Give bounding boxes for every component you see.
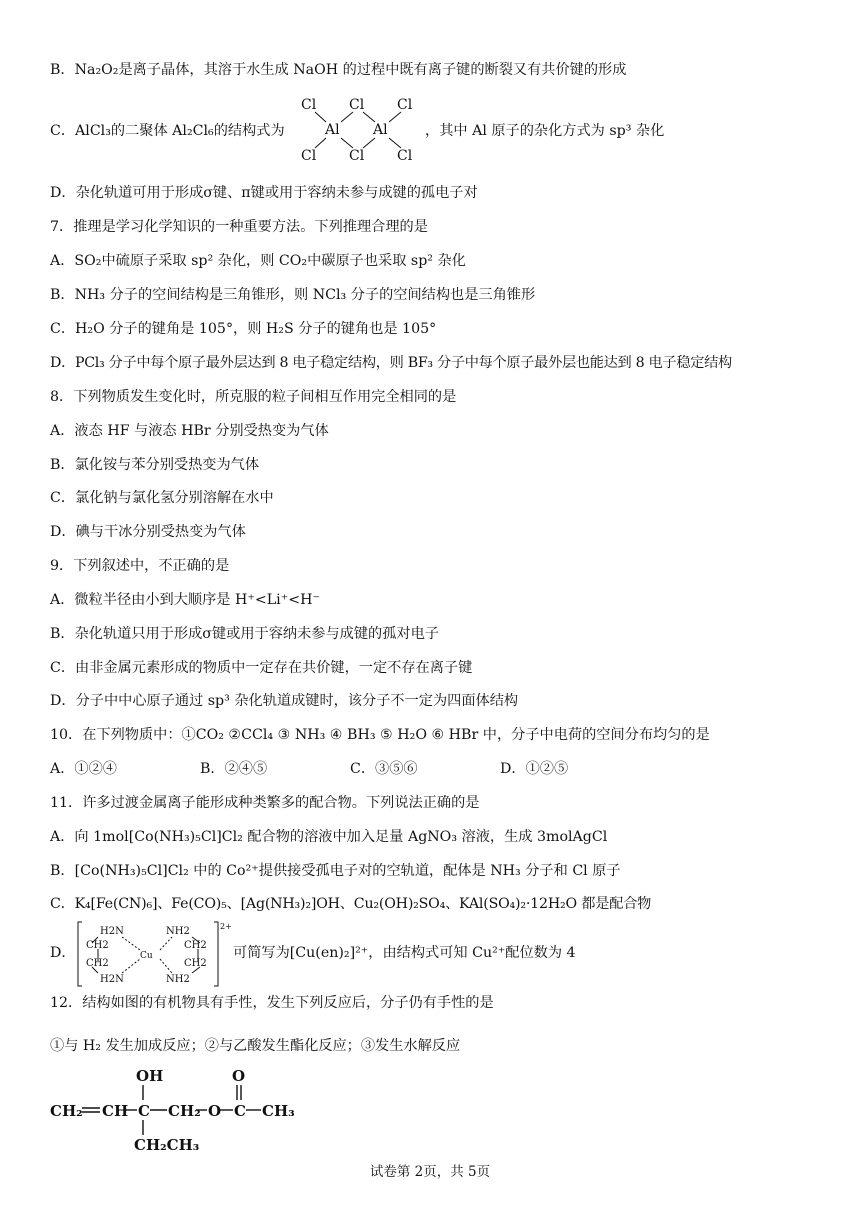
cu-en-nh2-top: NH2: [166, 926, 190, 937]
q7-option-b: B．NH₃ 分子的空间结构是三角锥形，则 NCl₃ 分子的空间结构也是三角锥形: [50, 287, 536, 303]
cu-en-ch2-tl: CH2: [86, 940, 109, 951]
q9-option-b: B．杂化轨道只用于形成σ键或用于容纳未参与成键的孤对电子: [50, 626, 439, 642]
al2cl6-cl-br: Cl: [397, 148, 413, 164]
mol-o-mid: O: [208, 1102, 222, 1120]
mol-ch: CH: [102, 1102, 129, 1120]
mol-ch2-mid: CH₂: [168, 1102, 201, 1120]
q6-option-d: D．杂化轨道可用于形成σ键、π键或用于容纳未参与成键的孤电子对: [50, 185, 478, 201]
q9-option-d: D．分子中中心原子通过 sp³ 杂化轨道成键时，该分子不一定为四面体结构: [50, 693, 519, 709]
q12-sub: ①与 H₂ 发生加成反应；②与乙酸发生酯化反应；③发生水解反应: [50, 1038, 461, 1054]
q8-option-d: D．碘与干冰分别受热变为气体: [50, 524, 246, 540]
q7-option-a: A．SO₂中硫原子采取 sp² 杂化，则 CO₂中碳原子也采取 sp² 杂化: [50, 253, 466, 269]
al2cl6-structure: [293, 92, 423, 166]
q9-option-a: A．微粒半径由小到大顺序是 H⁺<Li⁺<H⁻: [50, 592, 320, 608]
mol-ch3: CH₃: [262, 1102, 295, 1120]
al2cl6-cl-tl: Cl: [301, 97, 317, 113]
al2cl6-al-right: Al: [373, 122, 388, 138]
q10-option-b: B．②④⑤: [200, 761, 268, 777]
q10-option-c: C．③⑤⑥: [350, 761, 418, 777]
q10-option-d: D．①②⑤: [500, 761, 569, 777]
q8-stem: 8．下列物质发生变化时，所克服的粒子间相互作用完全相同的是: [50, 389, 457, 405]
q10-stem: 10．在下列物质中：①CO₂ ②CCl₄ ③ NH₃ ④ BH₃ ⑤ H₂O ⑥ HBr 中，分子中电荷的空间分布均匀的是: [50, 727, 710, 743]
q7-option-c: C．H₂O 分子的键角是 105°，则 H₂S 分子的键角也是 105°: [50, 321, 437, 337]
cu-en-h2n-bottom: H2N: [100, 974, 124, 985]
q6-option-b: B．Na₂O₂是离子晶体，其溶于水生成 NaOH 的过程中既有离子键的断裂又有共价键的形成: [50, 62, 627, 78]
al2cl6-al-left: Al: [325, 122, 340, 138]
q7-option-d: D．PCl₃ 分子中每个原子最外层达到 8 电子稳定结构，则 BF₃ 分子中每个原子最外层也能达到 8 电子稳定结构: [50, 355, 732, 371]
q10-options: [50, 759, 840, 779]
q11-stem: 11．许多过渡金属离子能形成种类繁多的配合物。下列说法正确的是: [50, 795, 480, 811]
q10-option-a: A．①②④: [50, 761, 117, 777]
cu-en-ch2-tr: CH2: [184, 940, 207, 951]
mol-c1: C: [138, 1102, 150, 1120]
cu-en-charge: 2+: [220, 922, 232, 931]
mol-ch2-start: CH₂: [50, 1102, 83, 1120]
cu-en-nh2-bottom: NH2: [166, 974, 190, 985]
q9-stem: 9．下列叙述中，不正确的是: [50, 558, 230, 574]
q11-option-d-text: 可简写为[Cu(en)₂]²⁺，由结构式可知 Cu²⁺配位数为 4: [233, 945, 576, 961]
q11-option-d-label: D．: [50, 945, 76, 961]
q6-option-c-text-before: C．AlCl₃的二聚体 Al₂Cl₆的结构式为: [50, 123, 285, 139]
q11-option-b: B．[Co(NH₃)₅Cl]Cl₂ 中的 Co²⁺提供接受孤电子对的空轨道，配体是 NH₃ 分子和 Cl 原子: [50, 863, 621, 879]
organic-molecule-structure: [48, 1064, 308, 1156]
cu-en-h2n-top: H2N: [100, 926, 124, 937]
q7-stem: 7．推理是学习化学知识的一种重要方法。下列推理合理的是: [50, 219, 428, 235]
q8-option-c: C．氯化钠与氯化氢分别溶解在水中: [50, 490, 274, 506]
cu-en-complex-structure: [76, 919, 232, 989]
mol-c2: C: [234, 1102, 246, 1120]
mol-o-top: O: [232, 1067, 246, 1085]
cu-en-ch2-br: CH2: [184, 958, 207, 969]
q8-option-b: B．氯化铵与苯分别受热变为气体: [50, 457, 260, 473]
q12-stem: 12．结构如图的有机物具有手性，发生下列反应后，分子仍有手性的是: [50, 995, 494, 1011]
cu-en-ch2-bl: CH2: [86, 958, 109, 969]
q8-option-a: A．液态 HF 与液态 HBr 分别受热变为气体: [50, 423, 329, 439]
q9-option-c: C．由非金属元素形成的物质中一定存在共价键，一定不存在离子键: [50, 660, 473, 676]
mol-oh: OH: [136, 1067, 164, 1085]
mol-ethyl: CH₂CH₃: [134, 1136, 200, 1154]
page-footer: 试卷第 2页，共 5页: [369, 1164, 491, 1180]
q11-option-a: A．向 1mol[Co(NH₃)₅Cl]Cl₂ 配合物的溶液中加入足量 AgNO₃ 溶液，生成 3molAgCl: [50, 829, 608, 845]
cu-en-cu: Cu: [140, 951, 153, 961]
al2cl6-cl-bl: Cl: [301, 148, 317, 164]
al2cl6-cl-tr: Cl: [397, 97, 413, 113]
al2cl6-cl-bm: Cl: [349, 148, 365, 164]
q11-option-c: C．K₄[Fe(CN)₆]、Fe(CO)₅、[Ag(NH₃)₂]OH、Cu₂(OH)₂SO₄、KAl(SO₄)₂·12H₂O 都是配合物: [50, 896, 652, 912]
al2cl6-cl-tm: Cl: [349, 97, 365, 113]
q6-option-c-text-after: ，其中 Al 原子的杂化方式为 sp³ 杂化: [425, 123, 665, 139]
